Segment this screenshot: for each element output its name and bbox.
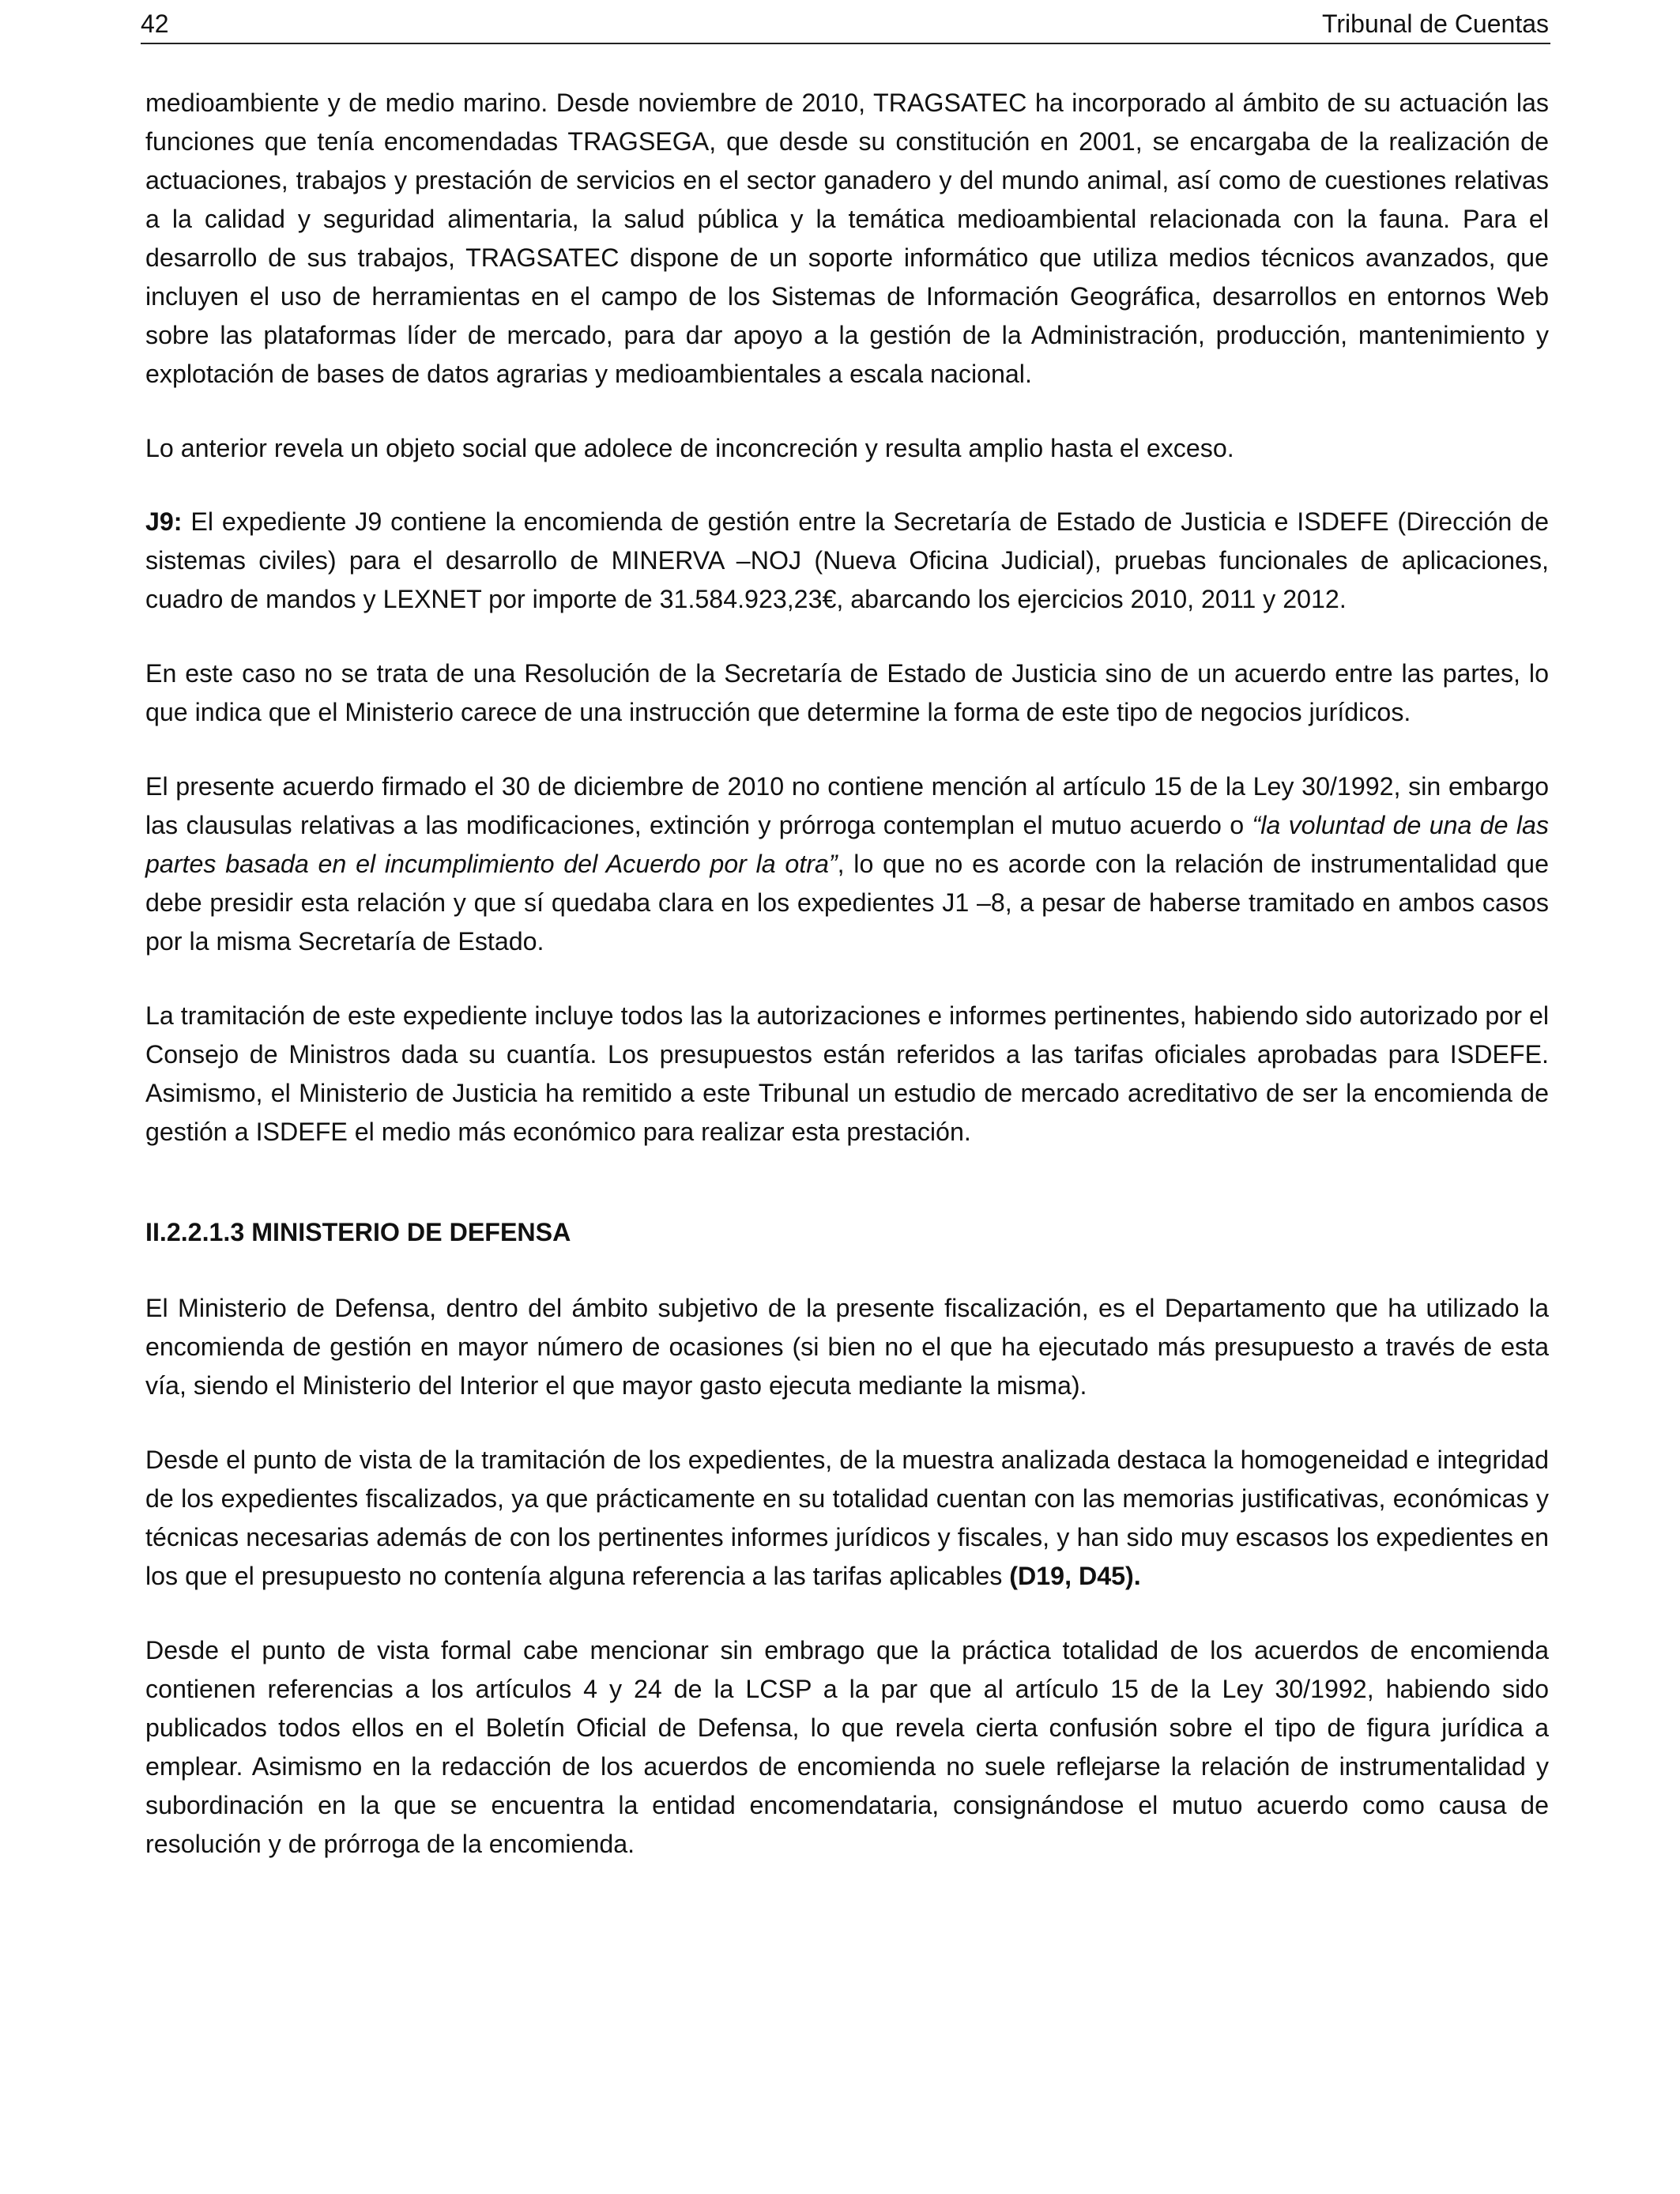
paragraph-tramitacion-text: Desde el punto de vista de la tramitación de los expedientes, de la muestra analizada destaca la homogeneidad e integridad de los expedientes fiscalizados, ya que prácticamente en su totalidad cuentan con las memorias justificativas, económicas y técnicas necesarias además de con los pertinentes informes jurídicos y fiscales, y han sido muy escasos los expedientes en los que el presupuesto no contenía alguna referencia a las tarifas aplicables [145,1446,1549,1590]
paragraph-tramitacion: La tramitación de este expediente incluye todos las la autorizaciones e informes pertinentes, habiendo sido autorizado por el Consejo de Ministros dada su cuantía. Los presupuestos están referidos a las tarifas oficiales aprobadas para ISDEFE. Asimismo, el Ministerio de Justicia ha remitido a este Tribunal un estudio de mercado acreditativo de ser la encomienda de gestión a ISDEFE el medio más económico para realizar esta prestación. [145,1001,1549,1146]
paragraph-acuerdo-firmado [145,767,1549,961]
paragraph-conclusion-objeto-social: Lo anterior revela un objeto social que adolece de inconcreción y resulta amplio hasta el exceso. [145,434,1234,462]
reference-codes: (D19, D45). [1009,1562,1141,1590]
paragraph-tragsatec: medioambiente y de medio marino. Desde noviembre de 2010, TRAGSATEC ha incorporado al ámbito de su actuación las funciones que tenía encomendadas TRAGSEGA, que desde su constitución en 2001, se encargaba de la realización de actuaciones, trabajos y prestación de servicios en el sector ganadero y del mundo animal, así como de cuestiones relativas a la calidad y seguridad alimentaria, la salud pública y la temática medioambiental relacionada con la fauna. Para el desarrollo de sus trabajos, TRAGSATEC dispone de un soporte informático que utiliza medios técnicos avanzados, que incluyen el uso de herramientas en el campo de los Sistemas de Información Geográfica, desarrollos en entornos Web sobre las plataformas líder de mercado, para dar apoyo a la gestión de la Administración, producción, mantenimiento y explotación de bases de datos agrarias y medioambientales a escala nacional. [145,89,1549,388]
paragraph-tramitacion-expedientes [145,1441,1549,1596]
page-header [141,5,1550,44]
document-source-title: Tribunal de Cuentas [1322,9,1549,38]
paragraph-acuerdo-text-end: , lo que no es acorde con la relación de instrumentalidad que debe presidir esta relación y que sí quedaba clara en los expedientes J1 –8, a pesar de haberse tramitado en ambos casos por la misma Secretaría de Estado. [145,850,1549,956]
paragraph-j9 [145,503,1549,619]
document-body [145,84,1549,1899]
paragraph-acuerdo-text-start: El presente acuerdo firmado el 30 de diciembre de 2010 no contiene mención al artículo 15 de la Ley 30/1992, sin embargo las clausulas relativas a las modificaciones, extinción y prórroga contemplan el mutuo acuerdo o [145,772,1549,839]
paragraph-ministerio-defensa: El Ministerio de Defensa, dentro del ámbito subjetivo de la presente fiscalización, es el Departamento que ha utilizado la encomienda de gestión en mayor número de ocasiones (si bien no el que ha ejecutado más presupuesto a través de esta vía, siendo el Ministerio del Interior el que mayor gasto ejecuta mediante la misma). [145,1294,1549,1400]
quoted-clause: “la voluntad de una de las partes basada en el incumplimiento del Acuerdo por la otra” [145,811,1549,878]
section-heading: II.2.2.1.3 MINISTERIO DE DEFENSA [145,1218,571,1246]
paragraph-resolucion: En este caso no se trata de una Resolución de la Secretaría de Estado de Justicia sino de un acuerdo entre las partes, lo que indica que el Ministerio carece de una instrucción que determine la forma de este tipo de negocios jurídicos. [145,659,1549,726]
paragraph-punto-vista-formal: Desde el punto de vista formal cabe mencionar sin embrago que la práctica totalidad de los acuerdos de encomienda contienen referencias a los artículos 4 y 24 de la LCSP a la par que al artículo 15 de la Ley 30/1992, habiendo sido publicados todos ellos en el Boletín Oficial de Defensa, lo que revela cierta confusión sobre el tipo de figura jurídica a emplear. Asimismo en la redacción de los acuerdos de encomienda no suele reflejarse la relación de instrumentalidad y subordinación en la que se encuentra la entidad encomendataria, consignándose el mutuo acuerdo como causa de resolución y de prórroga de la encomienda. [145,1636,1549,1858]
page-number: 42 [141,9,169,38]
paragraph-j9-text: El expediente J9 contiene la encomienda de gestión entre la Secretaría de Estado de Justicia e ISDEFE (Dirección de sistemas civiles) para el desarrollo de MINERVA –NOJ (Nueva Oficina Judicial), pruebas funcionales de aplicaciones, cuadro de mandos y LEXNET por importe de 31.584.923,23€, abarcando los ejercicios 2010, 2011 y 2012. [145,507,1549,613]
expediente-label-j9: J9: [145,507,183,536]
